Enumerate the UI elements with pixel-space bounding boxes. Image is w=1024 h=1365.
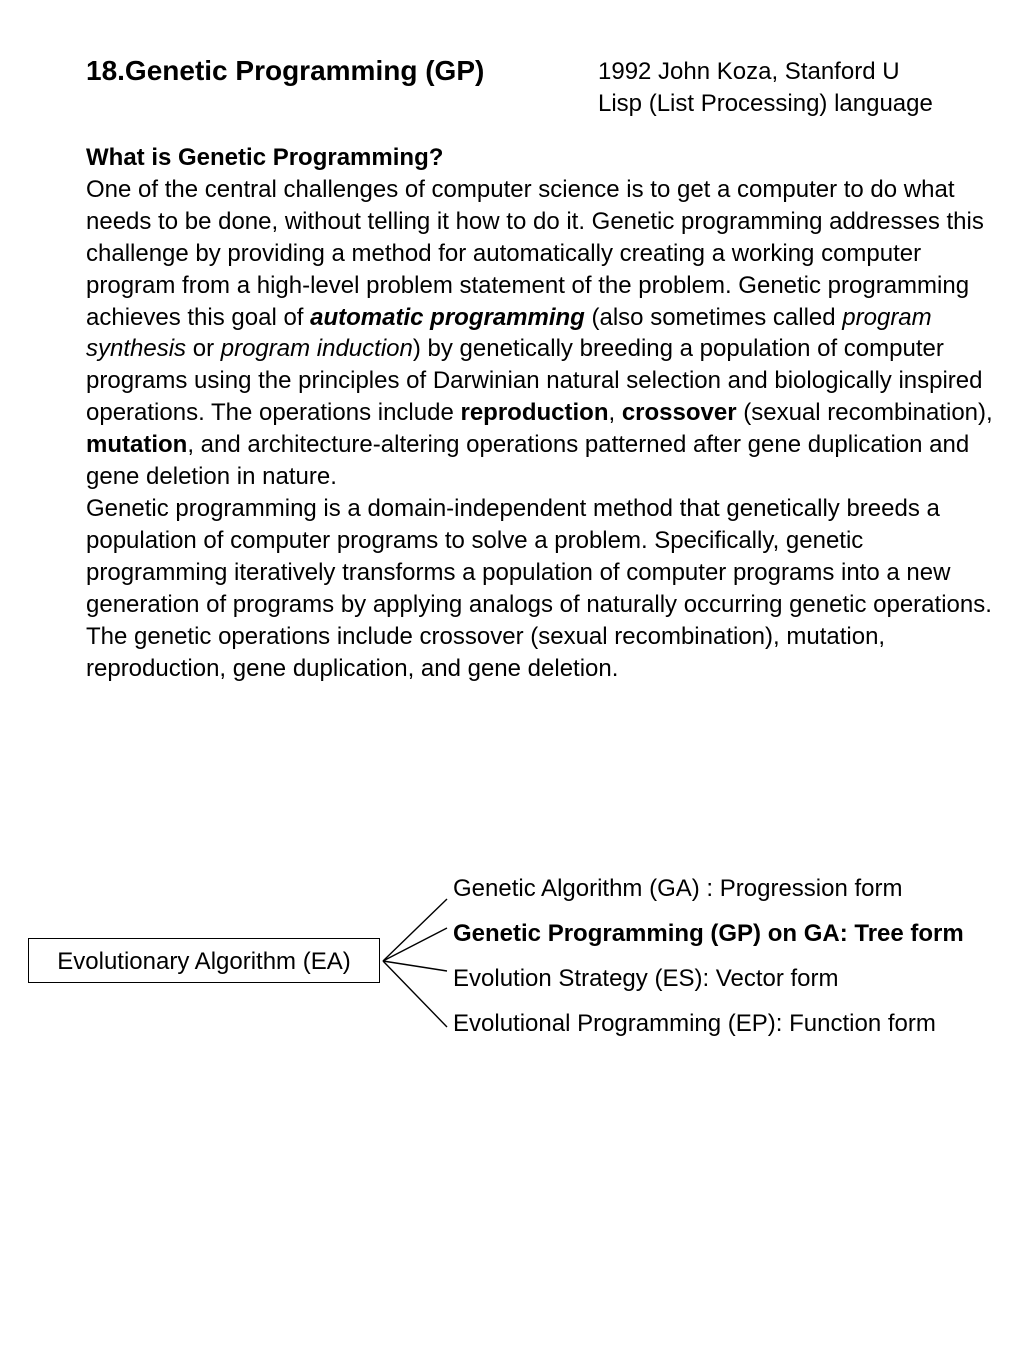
- ea-root-box: Evolutionary Algorithm (EA): [28, 938, 380, 983]
- term-program-induction: program induction: [220, 335, 413, 363]
- section-heading: What is Genetic Programming?: [86, 144, 444, 171]
- connector-gp: [383, 928, 447, 961]
- p1-text-a: One of the central challenges of computer science is to get a computer to do what needs to be done, without telling it how to do it. Genetic programming addresses this challenge by providing a method for automatically creating a working computer program from a high-level problem statement of the problem. Genetic programming achieves this goal of: [86, 175, 984, 331]
- term-reproduction: reproduction: [460, 399, 609, 427]
- branch-es: Evolution Strategy (ES): Vector form: [453, 965, 839, 992]
- term-automatic-programming: automatic programming: [310, 303, 585, 331]
- page-title: 18.Genetic Programming (GP): [86, 55, 485, 86]
- p1-text-k: (sexual recombination),: [736, 399, 993, 427]
- branch-gp: Genetic Programming (GP) on GA: Tree form: [453, 920, 964, 947]
- connector-ga: [383, 899, 447, 961]
- branch-ep: Evolutional Programming (EP): Function form: [453, 1010, 936, 1037]
- body-text: [86, 142, 1006, 684]
- paragraph-2: Genetic programming is a domain-independent method that genetically breeds a population of computer programs to solve a problem. Specifically, genetic programming iteratively transforms a population of computer programs into a new generation of programs by applying analogs of naturally occurring genetic operations. The genetic operations include crossover (sexual recombination), mutation, reproduction, gene duplication, and gene deletion.: [86, 494, 992, 682]
- p1-text-e: or: [186, 335, 221, 363]
- p1-text-g: ) by genetically breeding a population of computer programs using the principles of Darwinian natural selection and biologically inspired operations. The operations include: [86, 335, 983, 427]
- branch-ga: Genetic Algorithm (GA) : Progression form: [453, 875, 903, 902]
- p1-text-i: ,: [608, 399, 622, 427]
- p1-text-c: (also sometimes called: [584, 303, 843, 331]
- paragraph-1: [86, 174, 1006, 493]
- language-line: Lisp (List Processing) language: [598, 90, 933, 117]
- term-mutation: mutation: [86, 431, 188, 459]
- author-line: 1992 John Koza, Stanford U: [598, 58, 900, 85]
- term-program-synthesis: program synthesis: [86, 303, 932, 363]
- term-crossover: crossover: [621, 399, 737, 427]
- p1-text-m: , and architecture-altering operations patterned after gene duplication and gene deletion in nature.: [86, 431, 970, 491]
- connector-ep: [383, 961, 447, 1027]
- connector-es: [383, 961, 447, 971]
- title-meta: [598, 56, 933, 120]
